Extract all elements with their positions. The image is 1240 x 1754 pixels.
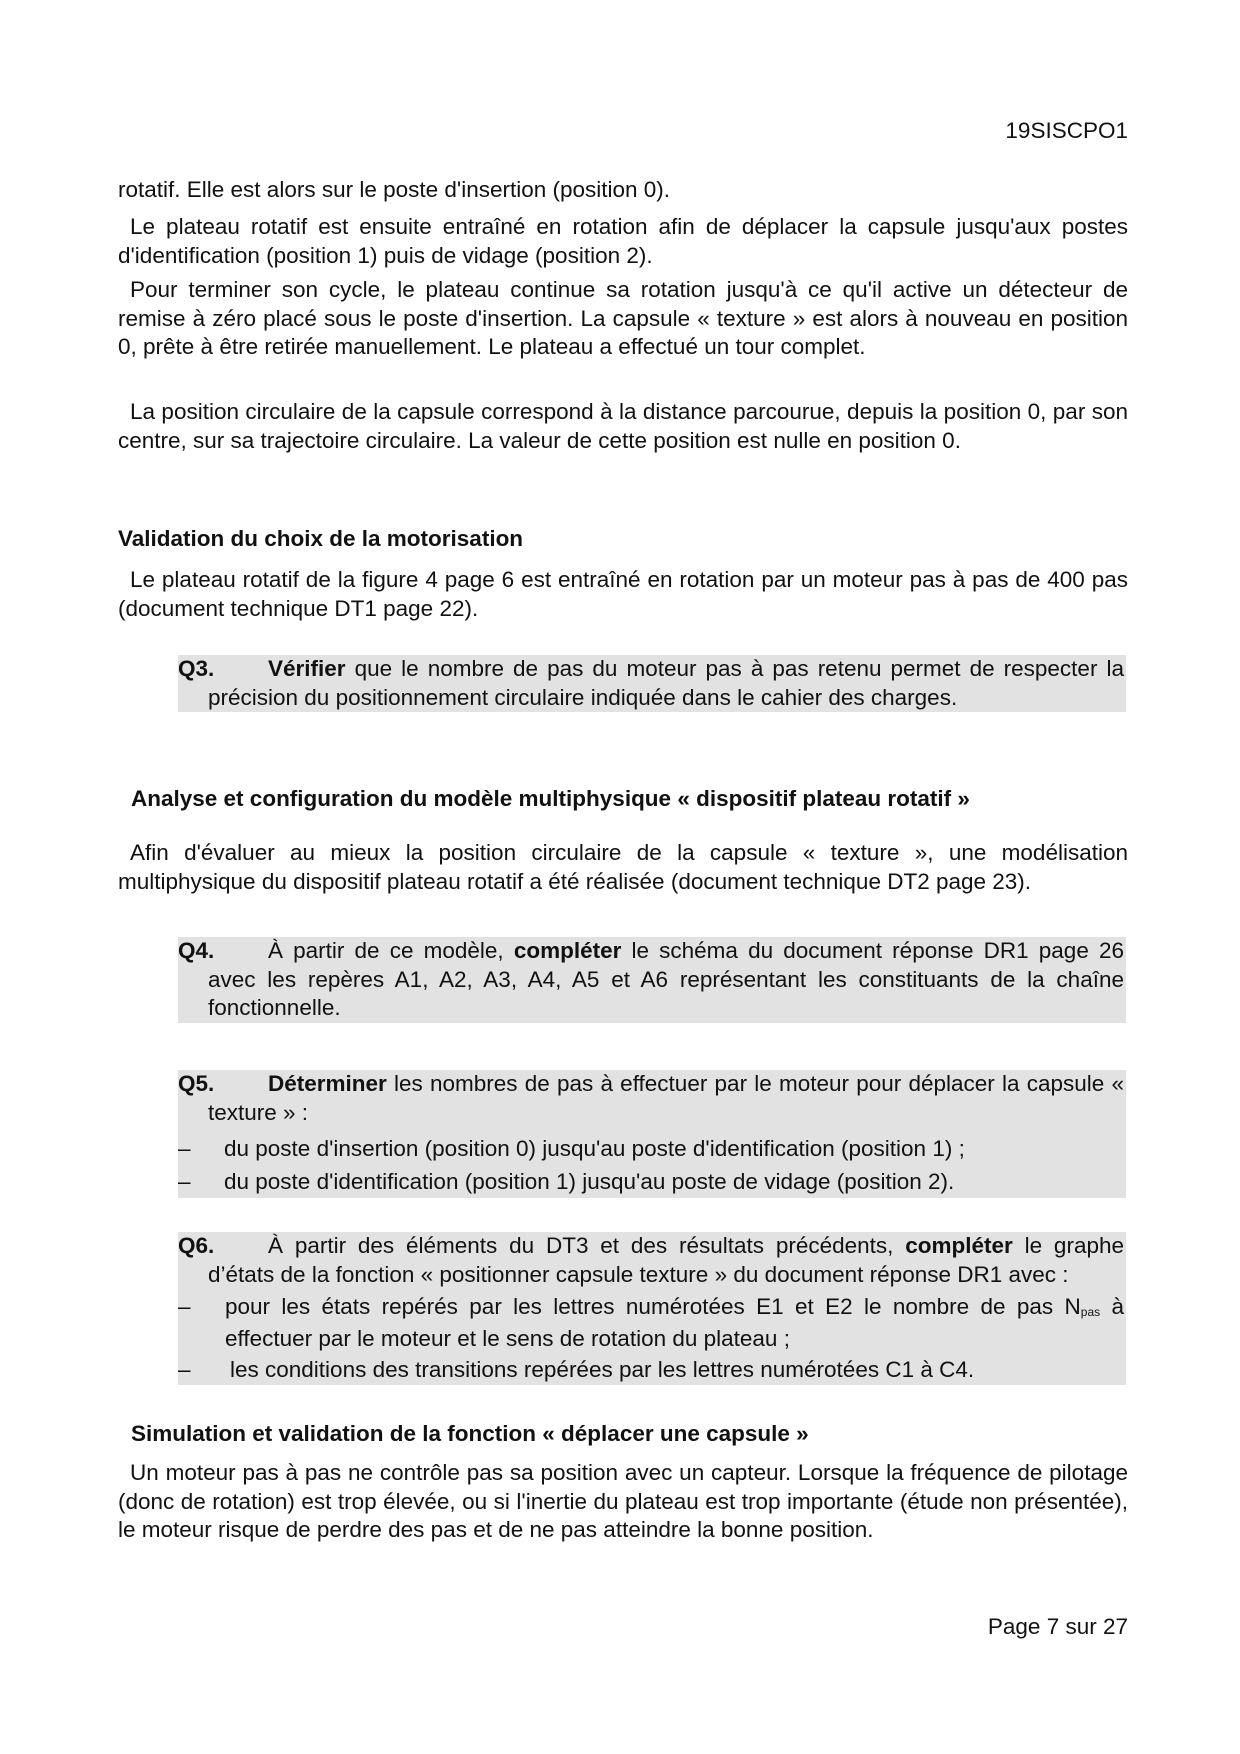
- motorisation-paragraph: Le plateau rotatif de la figure 4 page 6 est entraîné en rotation par un moteur pas à pas de 400 pas (document technique DT1 page 22).: [118, 567, 1128, 621]
- dash-bullet: –: [178, 1294, 191, 1319]
- dash-bullet: –: [178, 1168, 191, 1194]
- model-paragraph: Afin d'évaluer au mieux la position circulaire de la capsule « texture », une modélisation multiphysique du dispositif plateau rotatif a été réalisée (document technique DT2 page 23).: [118, 840, 1128, 894]
- section-heading-model: Analyse et configuration du modèle multiphysique « dispositif plateau rotatif »: [131, 786, 970, 811]
- question-text: que le nombre de pas du moteur pas à pas retenu permet de respecter la précision du positionnement circulaire indiquée dans le cahier des charges.: [208, 656, 1124, 710]
- question-verb: Vérifier: [268, 656, 346, 681]
- question-lead: À partir des éléments du DT3 et des résultats précédents,: [268, 1233, 906, 1258]
- question-lead: À partir de ce modèle,: [268, 938, 514, 963]
- list-item-text-cont: à effectuer par le moteur et le sens de rotation du plateau ;: [225, 1294, 1124, 1351]
- question-verb: Déterminer: [268, 1071, 387, 1096]
- simulation-paragraph: Un moteur pas à pas ne contrôle pas sa position avec un capteur. Lorsque la fréquence de pilotage (donc de rotation) est trop élevée, ou si l'inertie du plateau est trop importante (étude non présentée), le moteur risque de perdre des pas et de ne pas atteindre la bonne position.: [118, 1460, 1128, 1542]
- section-heading-motorisation: Validation du choix de la motorisation: [118, 526, 524, 551]
- dash-bullet: –: [178, 1357, 191, 1382]
- dash-bullet: –: [178, 1136, 191, 1161]
- question-number: Q5.: [178, 1071, 215, 1096]
- section-heading-simulation: Simulation et validation de la fonction « déplacer une capsule »: [131, 1421, 809, 1446]
- intro-paragraph-1: rotatif. Elle est alors sur le poste d'insertion (position 0).: [118, 177, 671, 202]
- question-q5: [178, 1070, 1126, 1198]
- list-item-text: pour les états repérés par les lettres numérotées E1 et E2 le nombre de pas N: [225, 1294, 1081, 1319]
- intro-paragraph-2: Le plateau rotatif est ensuite entraîné en rotation afin de déplacer la capsule jusqu'aux postes d'identification (position 1) puis de vidage (position 2).: [118, 214, 1128, 268]
- intro-paragraph-3: Pour terminer son cycle, le plateau continue sa rotation jusqu'à ce qu'il active un détecteur de remise à zéro placé sous le poste d'insertion. La capsule « texture » est alors à nouveau en position 0, prête à être retirée manuellement. Le plateau a effectué un tour complet.: [118, 277, 1128, 359]
- question-text: le schéma du document réponse DR1 page 26 avec les repères A1, A2, A3, A4, A5 et A6 représentant les constituants de la chaîne fonctionnelle.: [208, 938, 1124, 1020]
- subscript-pas: pas: [1080, 1305, 1101, 1319]
- question-q3: [178, 655, 1126, 712]
- document-code: 19SISCPO1: [1005, 118, 1128, 143]
- page-number: Page 7 sur 27: [987, 1614, 1128, 1639]
- question-text: le graphe d’états de la fonction « positionner capsule texture » du document réponse DR1 avec :: [208, 1233, 1124, 1287]
- question-q4: [178, 937, 1126, 1023]
- question-number: Q4.: [178, 938, 215, 963]
- question-text: les nombres de pas à effectuer par le moteur pour déplacer la capsule « texture » :: [208, 1071, 1124, 1125]
- question-number: Q3.: [178, 656, 215, 681]
- question-verb: compléter: [513, 938, 622, 963]
- list-item-text: les conditions des transitions repérées par les lettres numérotées C1 à C4.: [230, 1357, 975, 1382]
- intro-paragraph-4: La position circulaire de la capsule correspond à la distance parcourue, depuis la position 0, par son centre, sur sa trajectoire circulaire. La valeur de cette position est nulle en position 0.: [118, 399, 1128, 453]
- list-item-text: du poste d'identification (position 1) jusqu'au poste de vidage (position 2).: [224, 1168, 955, 1194]
- question-verb: compléter: [905, 1233, 1013, 1258]
- list-item-text: du poste d'insertion (position 0) jusqu'au poste d'identification (position 1) ;: [224, 1136, 965, 1161]
- list-item: [178, 1168, 1126, 1199]
- list-item: [178, 1356, 1126, 1385]
- list-item: [178, 1135, 1126, 1168]
- question-number: Q6.: [178, 1233, 215, 1258]
- list-item: [178, 1293, 1126, 1353]
- question-q6: [178, 1232, 1126, 1385]
